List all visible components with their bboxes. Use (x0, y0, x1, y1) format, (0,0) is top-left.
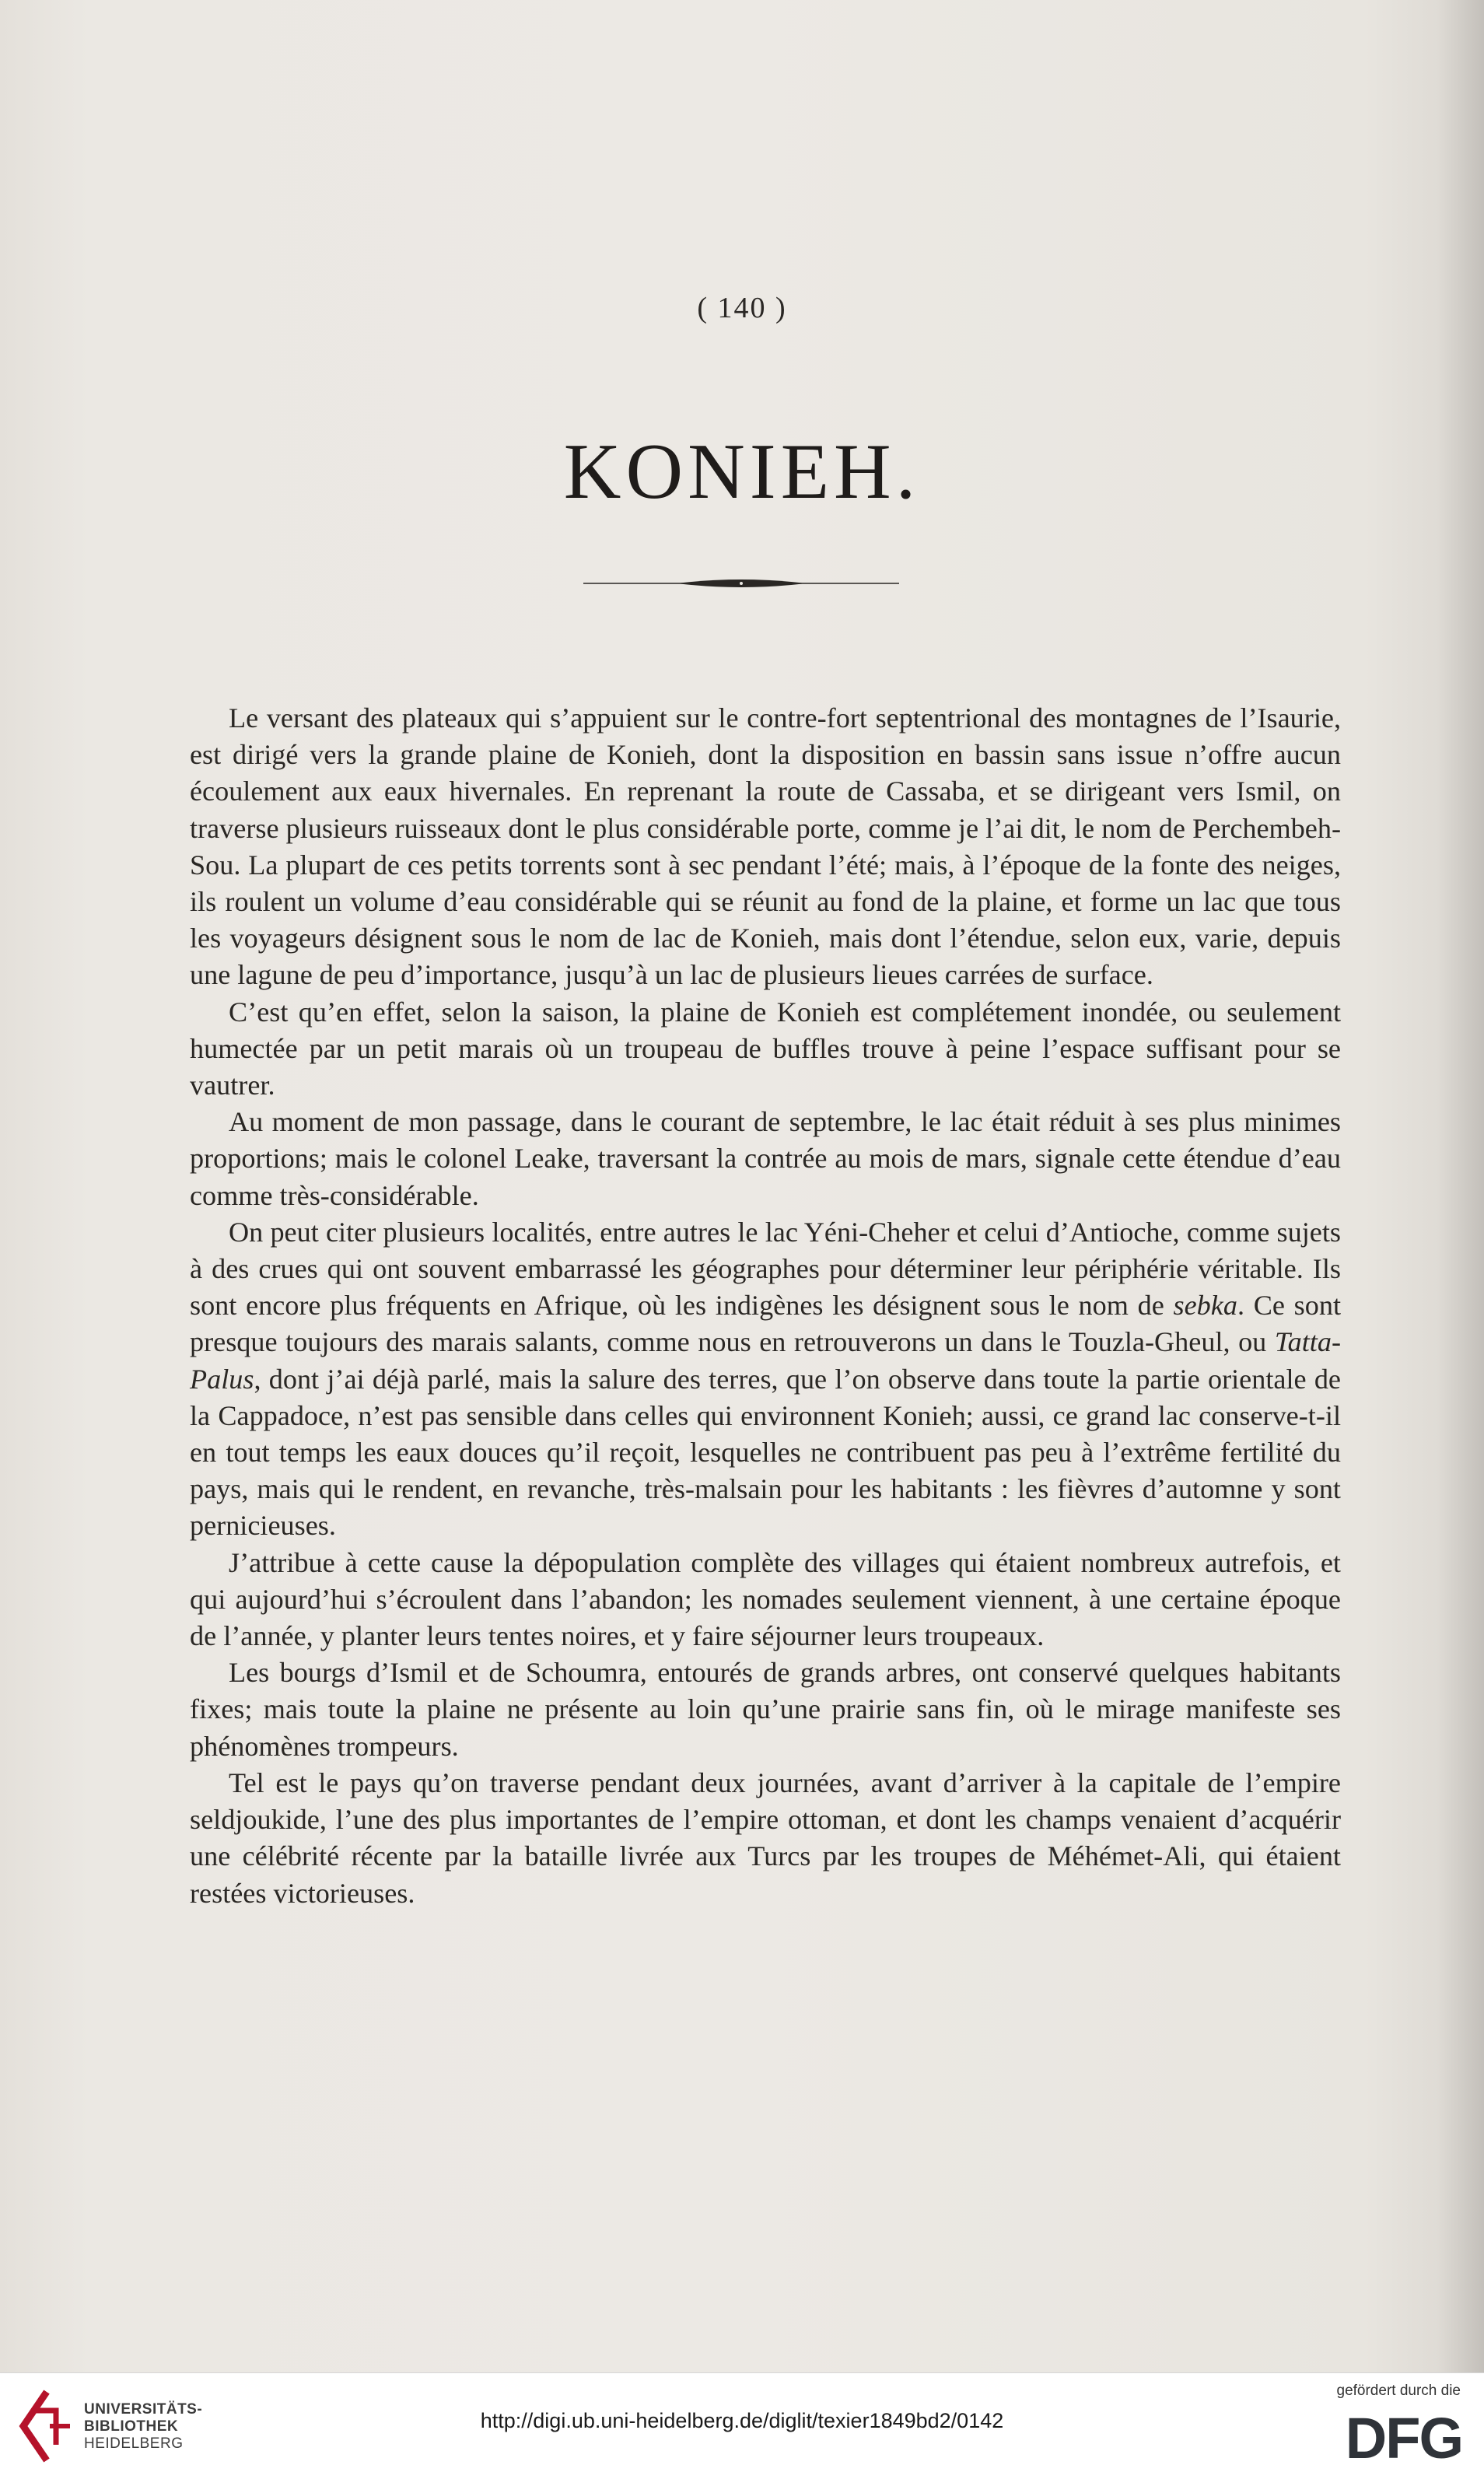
paragraph: Le versant des plateaux qui s’appuient sur le contre-fort septentrional des montagnes de l’Isaurie, est dirigé vers la grande plaine de Konieh, dont la disposition en bassin sans issue n’offre aucun écoulement aux eaux hivernales. En reprenant la route de Cassaba, et se dirigeant vers Ismil, on traverse plusieurs ruisseaux dont le plus considérable porte, comme je l’ai dit, le nom de Perchembeh-Sou. La plupart de ces petits torrents sont à sec pendant l’été; mais, à l’époque de la fonte des neiges, ils roulent un volume d’eau considérable qui se réunit au fond de la plaine, et forme un lac que tous les voyageurs désignent sous le nom de lac de Konieh, mais dont l’étendue, selon eux, varie, depuis une lagune de peu d’importance, jusqu’à un lac de plusieurs lieues carrées de surface. (190, 702, 1341, 991)
page-number: ( 140 ) (697, 292, 787, 324)
ornamental-rule-icon (583, 577, 899, 590)
paragraph: Tel est le pays qu’on traverse pendant deux journées, avant d’arriver à la capitale de l’empire seldjoukide, l’une des plus importantes de l’empire ottoman, et dont les champs venaient d’acquérir une célébrité récente par la bataille livrée aux Turcs par les troupes de Méhémet-Ali, qui étaient restées victorieuses. (190, 1766, 1341, 1909)
paragraph-segment: On peut citer plusieurs localités, entre autres le lac Yéni-Cheher et celui d’Antioche, comme sujets à des crues qui ont souvent embarrassé les géographes pour déterminer leur périphérie véritable. Ils sont encore plus fréquents en Afrique, où les indigènes les désignent sous le nom de (190, 1216, 1341, 1322)
page-edge-shadow (1437, 0, 1484, 2372)
paragraph-segment: , dont j’ai déjà parlé, mais la salure des terres, que l’on observe dans toute la partie orientale de la Cappadoce, n’est pas sensible dans celles qui environnent Konieh; aussi, ce grand lac conserve-t-il en tout temps les eaux douces qu’il reçoit, lesquelles ne contribuent pas peu à l’extrême fertilité du pays, mais qui le rendent, en revanche, très-malsain pour les habitants : les fièvres d’automne y sont pernicieuses. (190, 1363, 1341, 1542)
library-name-line: UNIVERSITÄTS- (84, 2401, 203, 2418)
paragraph: C’est qu’en effet, selon la saison, la plaine de Konieh est complétement inondée, ou seulement humectée par un petit marais où un troupeau de buffles trouve à peine l’espace suffisant pour se vautrer. (190, 996, 1341, 1101)
body-text (190, 700, 1341, 1912)
funding-note: gefördert durch die (1336, 2383, 1461, 2399)
library-name-line: BIBLIOTHEK (84, 2418, 179, 2435)
paragraph-segment: . Ce sont presque toujours des marais salants, comme nous en retrouverons un dans le Touzla-Gheul, ou (190, 1290, 1341, 1358)
paragraph: Les bourgs d’Ismil et de Schoumra, entourés de grands arbres, ont conservé quelques habitants fixes; mais toute la plaine ne présente au loin qu’une prairie sans fin, où le mirage manifeste ses phénomènes trompeurs. (190, 1657, 1341, 1762)
italic-term: sebka (1173, 1290, 1237, 1322)
paragraph: J’attribue à cette cause la dépopulation complète des villages qui étaient nombreux autrefois, et qui aujourd’hui s’écroulent dans l’abandon; les nomades seulement viennent, à une certaine époque de l’année, y planter leurs tentes noires, et y faire séjourner leurs troupeaux. (190, 1546, 1341, 1652)
paragraph: Au moment de mon passage, dans le courant de septembre, le lac était réduit à ses plus minimes proportions; mais le colonel Leake, traversant la contrée au mois de mars, signale cette étendue d’eau comme très-considérable. (190, 1106, 1341, 1211)
library-name-line: HEIDELBERG (84, 2435, 184, 2452)
chapter-title: KONIEH. (563, 428, 921, 516)
viewer-footer (0, 2372, 1484, 2479)
dfg-logo[interactable]: DFG (1345, 2406, 1462, 2470)
italic-term: Tatta-Palus (190, 1326, 1341, 1395)
paragraph (190, 1214, 1341, 1545)
permalink-url[interactable]: http://digi.ub.uni-heidelberg.de/diglit/texier1849bd2/0142 (480, 2409, 1004, 2432)
